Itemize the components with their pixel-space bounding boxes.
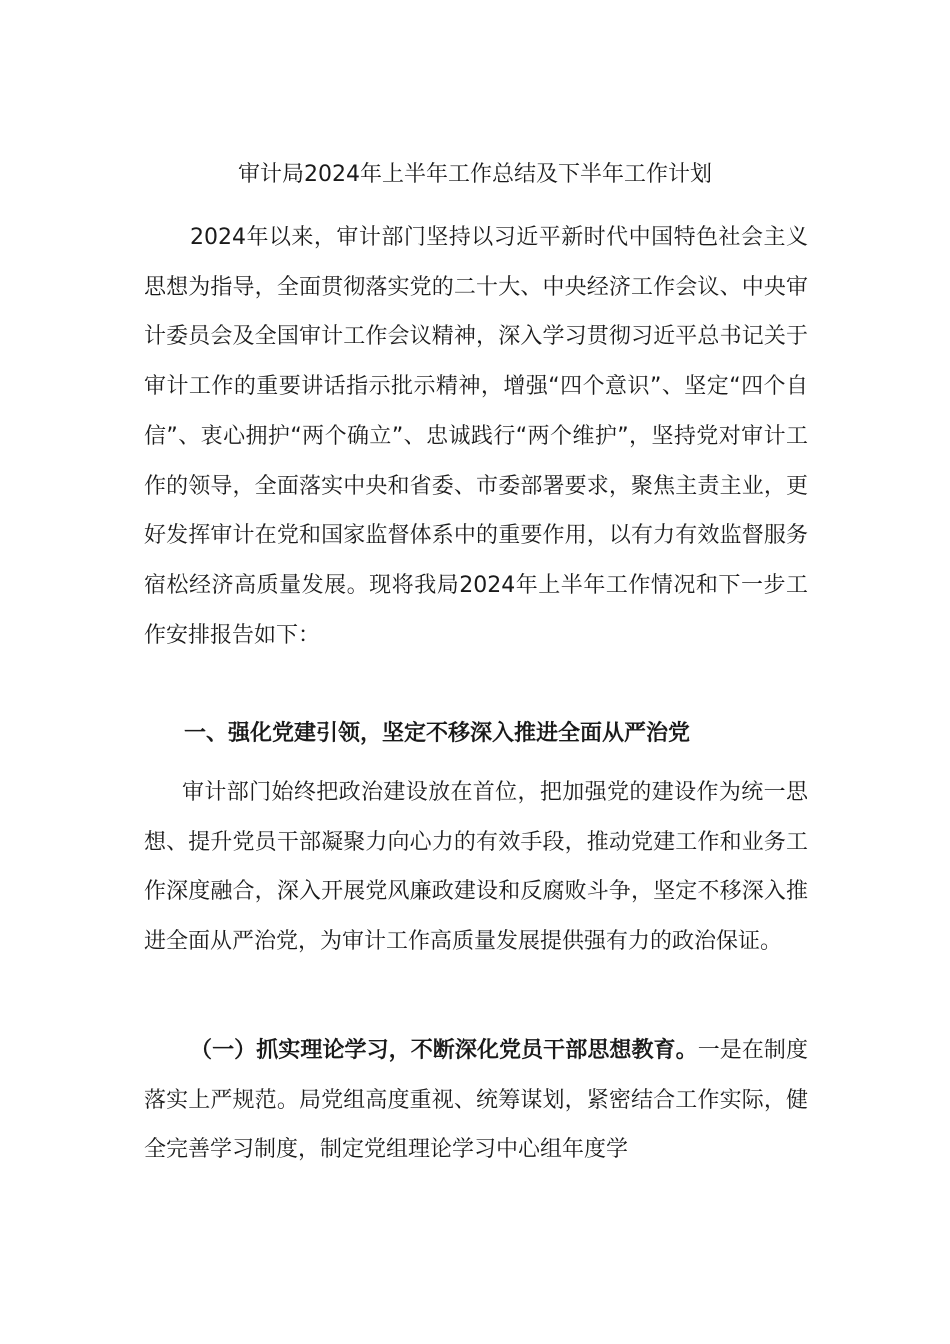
- document-title: 审计局2024年上半年工作总结及下半年工作计划: [238, 162, 712, 187]
- section-1-paragraph: 审计部门始终把政治建设放在首位，把加强党的建设作为统一思想、提升党员干部凝聚力向心力的有效手段，推动党建工作和业务工作深度融合，深入开展党风廉政建设和反腐败斗争，坚定不移深入推进全面从严治党，为审计工作高质量发展提供强有力的政治保证。: [144, 780, 808, 955]
- intro-paragraph: 2024年以来，审计部门坚持以习近平新时代中国特色社会主义思想为指导，全面贯彻落实党的二十大、中央经济工作会议、中央审计委员会及全国审计工作会议精神，深入学习贯彻习近平总书记关于审计工作的重要讲话指示批示精神，增强“四个意识”、坚定“四个自信”、衷心拥护“两个确立”、忠诚践行“两个维护”，坚持党对审计工作的领导，全面落实中央和省委、市委部署要求，聚焦主责主业，更好发挥审计在党和国家监督体系中的重要作用，以有力有效监督服务宿松经济高质量发展。现将我局2024年上半年工作情况和下一步工作安排报告如下：: [144, 225, 808, 648]
- section-heading-1: 一、强化党建引领，坚定不移深入推进全面从严治党: [184, 721, 691, 746]
- subsection-body-1: 一是在制度落实上严规范。局党组高度重视、统筹谋划，紧密结合工作实际，健全完善学习制度，制定党组理论学习中心组年度学: [144, 1038, 808, 1163]
- subsection-paragraph-1: [144, 1026, 808, 1175]
- subsection-heading-1: （一）抓实理论学习，不断深化党员干部思想教育。: [190, 1038, 698, 1063]
